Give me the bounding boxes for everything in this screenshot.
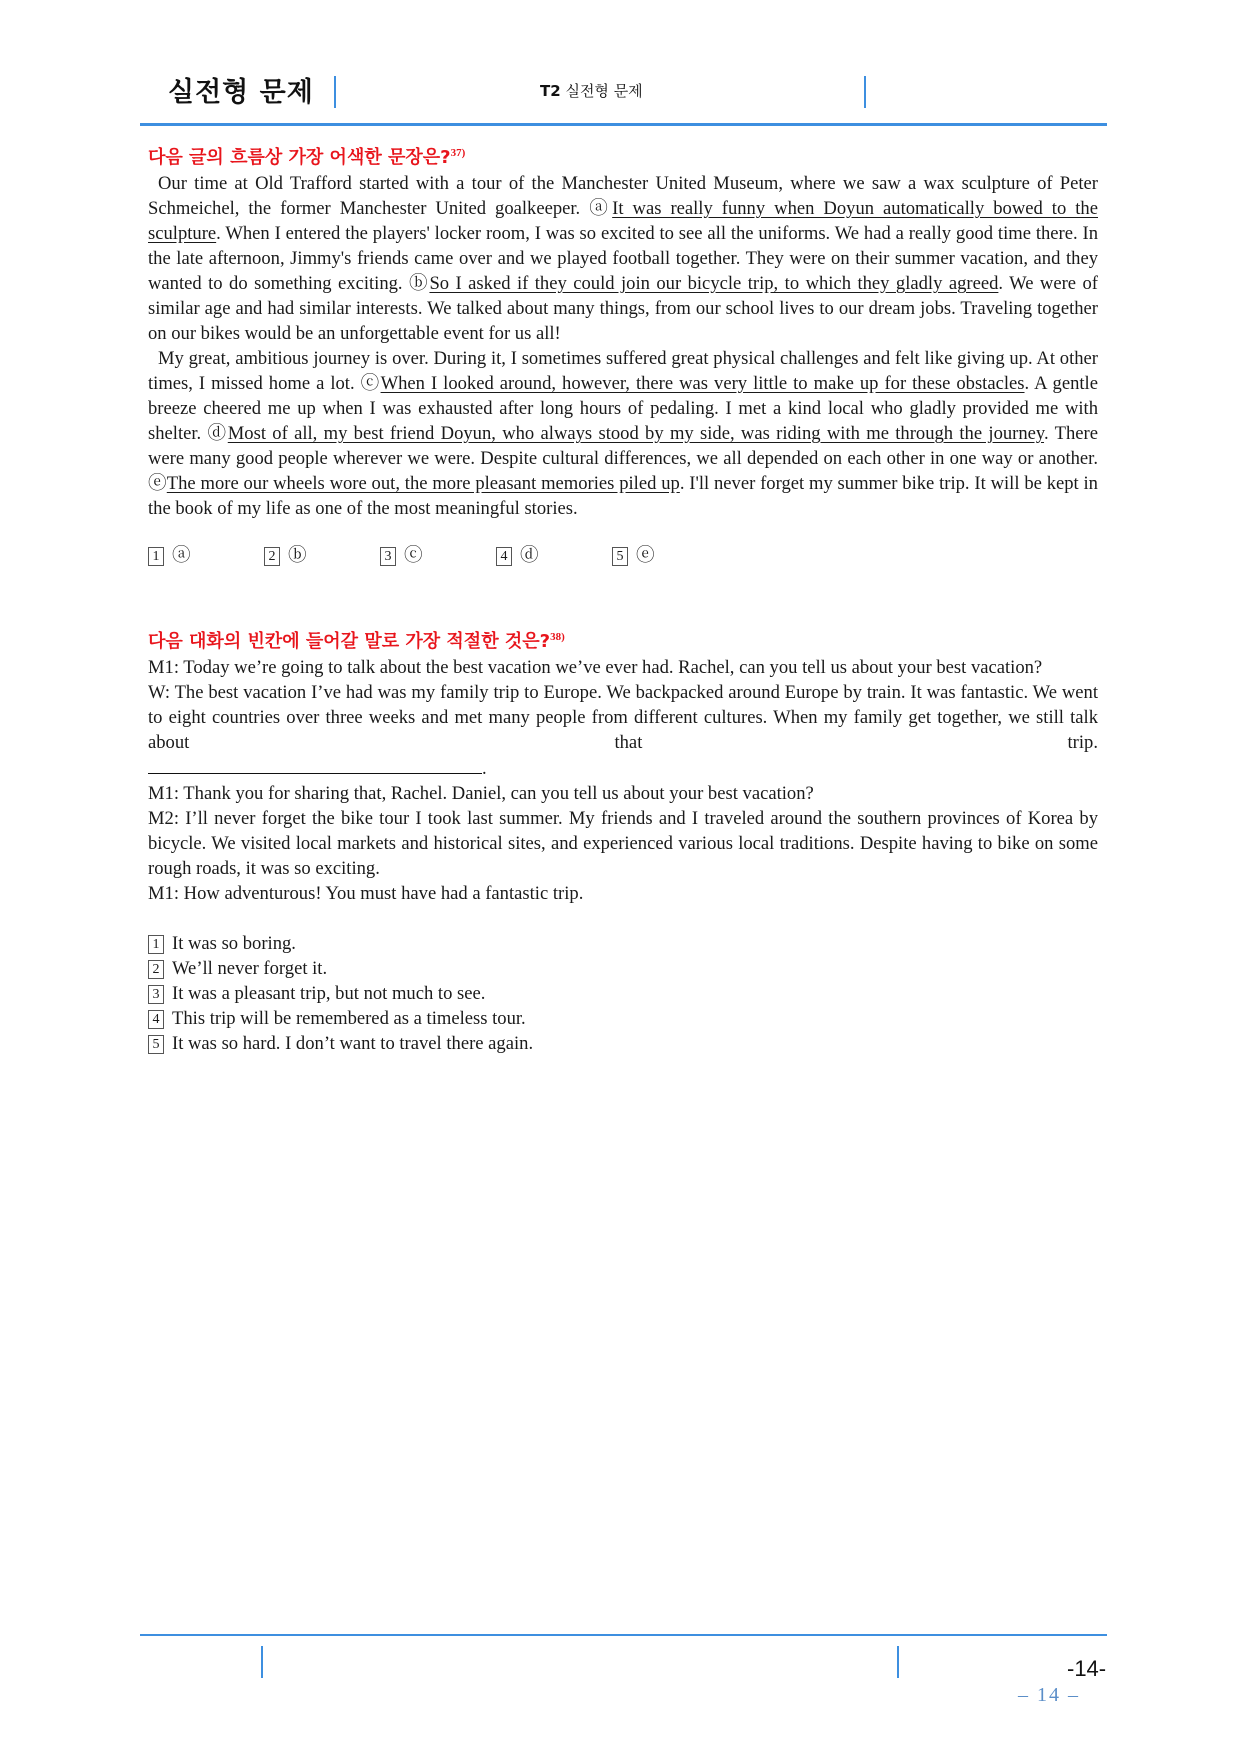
dialogue-line-m1-3: M1: How adventurous! You must have had a fantastic trip. [148, 883, 584, 904]
underlined-sentence-b: So I asked if they could join our bicycle trip, to which they gladly agreed [429, 273, 999, 294]
header-subtitle-code: T2 [540, 82, 561, 100]
choice-number-box: 2 [264, 547, 280, 566]
choice-5[interactable]: 5 ⓔ [612, 543, 728, 568]
question-1 [148, 140, 1098, 568]
choice-3[interactable]: 3 ⓒ [380, 543, 496, 568]
choice-number-box: 3 [380, 547, 396, 566]
choice-1[interactable]: 1 It was so boring. [148, 931, 1098, 956]
header-subtitle [540, 80, 643, 101]
page-number-secondary: – 14 – [1018, 1684, 1080, 1706]
choice-4[interactable]: 4 This trip will be remembered as a timeless tour. [148, 1006, 1098, 1031]
choice-5[interactable]: 5 It was so hard. I don’t want to travel there again. [148, 1031, 1098, 1056]
choice-number-box: 2 [148, 960, 164, 979]
header-divider-right [864, 76, 866, 108]
question-2 [148, 624, 1098, 1056]
page-content [148, 140, 1098, 1056]
choice-number-box: 1 [148, 935, 164, 954]
choice-number-box: 1 [148, 547, 164, 566]
choice-2[interactable]: 2 We’ll never forget it. [148, 956, 1098, 981]
choice-number-box: 3 [148, 985, 164, 1004]
underlined-sentence-e: The more our wheels wore out, the more pleasant memories piled up [166, 473, 680, 494]
question-1-choices [148, 543, 1098, 568]
choice-number-box: 5 [148, 1035, 164, 1054]
marker-c: ⓒ [360, 373, 381, 394]
choice-2[interactable]: 2 ⓑ [264, 543, 380, 568]
footer-divider-left [261, 1646, 263, 1678]
page-title: 실전형 문제 [168, 77, 314, 108]
marker-e: ⓔ [148, 473, 167, 494]
footnote-ref: 38) [550, 631, 565, 643]
header-rule [140, 123, 1107, 126]
dialogue-line-m1-2: M1: Thank you for sharing that, Rachel. Daniel, can you tell us about your best vacation? [148, 783, 814, 804]
answer-blank [148, 755, 482, 774]
dialogue-line-w: W: The best vacation I’ve had was my family trip to Europe. We backpacked around Europe by train. It was fantastic. We went to eight countries over three weeks and met many people from different cultures. When my family get together, we still talk about that trip. [148, 682, 1098, 753]
dialogue-line-m2: M2: I’ll never forget the bike tour I took last summer. My friends and I traveled around the southern provinces of Korea by bicycle. We visited local markets and historical sites, and experienced various local traditions. Despite having to bike on some rough roads, it was so exciting. [148, 808, 1098, 879]
underlined-sentence-a: It was really funny when Doyun automatically bowed to the sculpture [148, 198, 1098, 244]
page-number: -14- [1067, 1656, 1107, 1681]
answer-blank-line: . [148, 755, 1098, 781]
footnote-ref: 37) [450, 147, 466, 159]
footer-rule [140, 1634, 1107, 1636]
passage-paragraph-1: Our time at Old Trafford started with a tour of the Manchester United Museum, where we saw a wax sculpture of Peter Schmeichel, the former Manchester United goalkeeper. ⓐIt was really funny when Doyun automatically bowed to the sculpture. When I entered the players' locker room, I was so excited to see all the uniforms. We had a really good time there. In the late afternoon, Jimmy's friends came over and we played football together. They were on their summer vacation, and they wanted to do something exciting. ⓑSo I asked if they could join our bicycle trip, to which they gladly agreed. We were of similar age and had similar interests. We talked about many things, from our school lives to our dream jobs. Traveling together on our bikes would be an unforgettable event for us all! [148, 173, 1098, 344]
marker-a: ⓐ [589, 198, 613, 219]
dialogue-line-m1: M1: Today we’re going to talk about the best vacation we’ve ever had. Rachel, can you tell us about your best vacation? [148, 657, 1043, 678]
underlined-sentence-d: Most of all, my best friend Doyun, who always stood by my side, was riding with me through the journey [227, 423, 1045, 444]
question-2-prompt: 다음 대화의 빈칸에 들어갈 말로 가장 적절한 것은?$^{38)}$ [148, 631, 565, 652]
header-divider-left [334, 76, 336, 108]
header-subtitle-label: 실전형 문제 [565, 82, 643, 100]
marker-d: ⓓ [207, 423, 228, 444]
marker-b: ⓑ [409, 273, 430, 294]
footer-divider-right [897, 1646, 899, 1678]
choice-1[interactable]: 1 ⓐ [148, 543, 264, 568]
choice-number-box: 5 [612, 547, 628, 566]
choice-number-box: 4 [148, 1010, 164, 1029]
question-2-choices [148, 931, 1098, 1056]
choice-4[interactable]: 4 ⓓ [496, 543, 612, 568]
passage-paragraph-2: My great, ambitious journey is over. During it, I sometimes suffered great physical challenges and felt like giving up. At other times, I missed home a lot. ⓒWhen I looked around, however, there was very little to make up for these obstacles. A gentle breeze cheered me up when I was exhausted after long hours of pedaling. I met a kind local who gladly provided me with shelter. ⓓMost of all, my best friend Doyun, who always stood by my side, was riding with me through the journey. There were many good people wherever we were. Despite cultural differences, we all depended on each other in one way or another. ⓔThe more our wheels wore out, the more pleasant memories piled up. I'll never forget my summer bike trip. It will be kept in the book of my life as one of the most meaningful stories. [148, 348, 1098, 519]
choice-3[interactable]: 3 It was a pleasant trip, but not much to see. [148, 981, 1098, 1006]
choice-number-box: 4 [496, 547, 512, 566]
underlined-sentence-c: When I looked around, however, there was very little to make up for these obstacles [380, 373, 1025, 394]
question-1-prompt: 다음 글의 흐름상 가장 어색한 문장은?$^{37)}$ [148, 147, 466, 168]
